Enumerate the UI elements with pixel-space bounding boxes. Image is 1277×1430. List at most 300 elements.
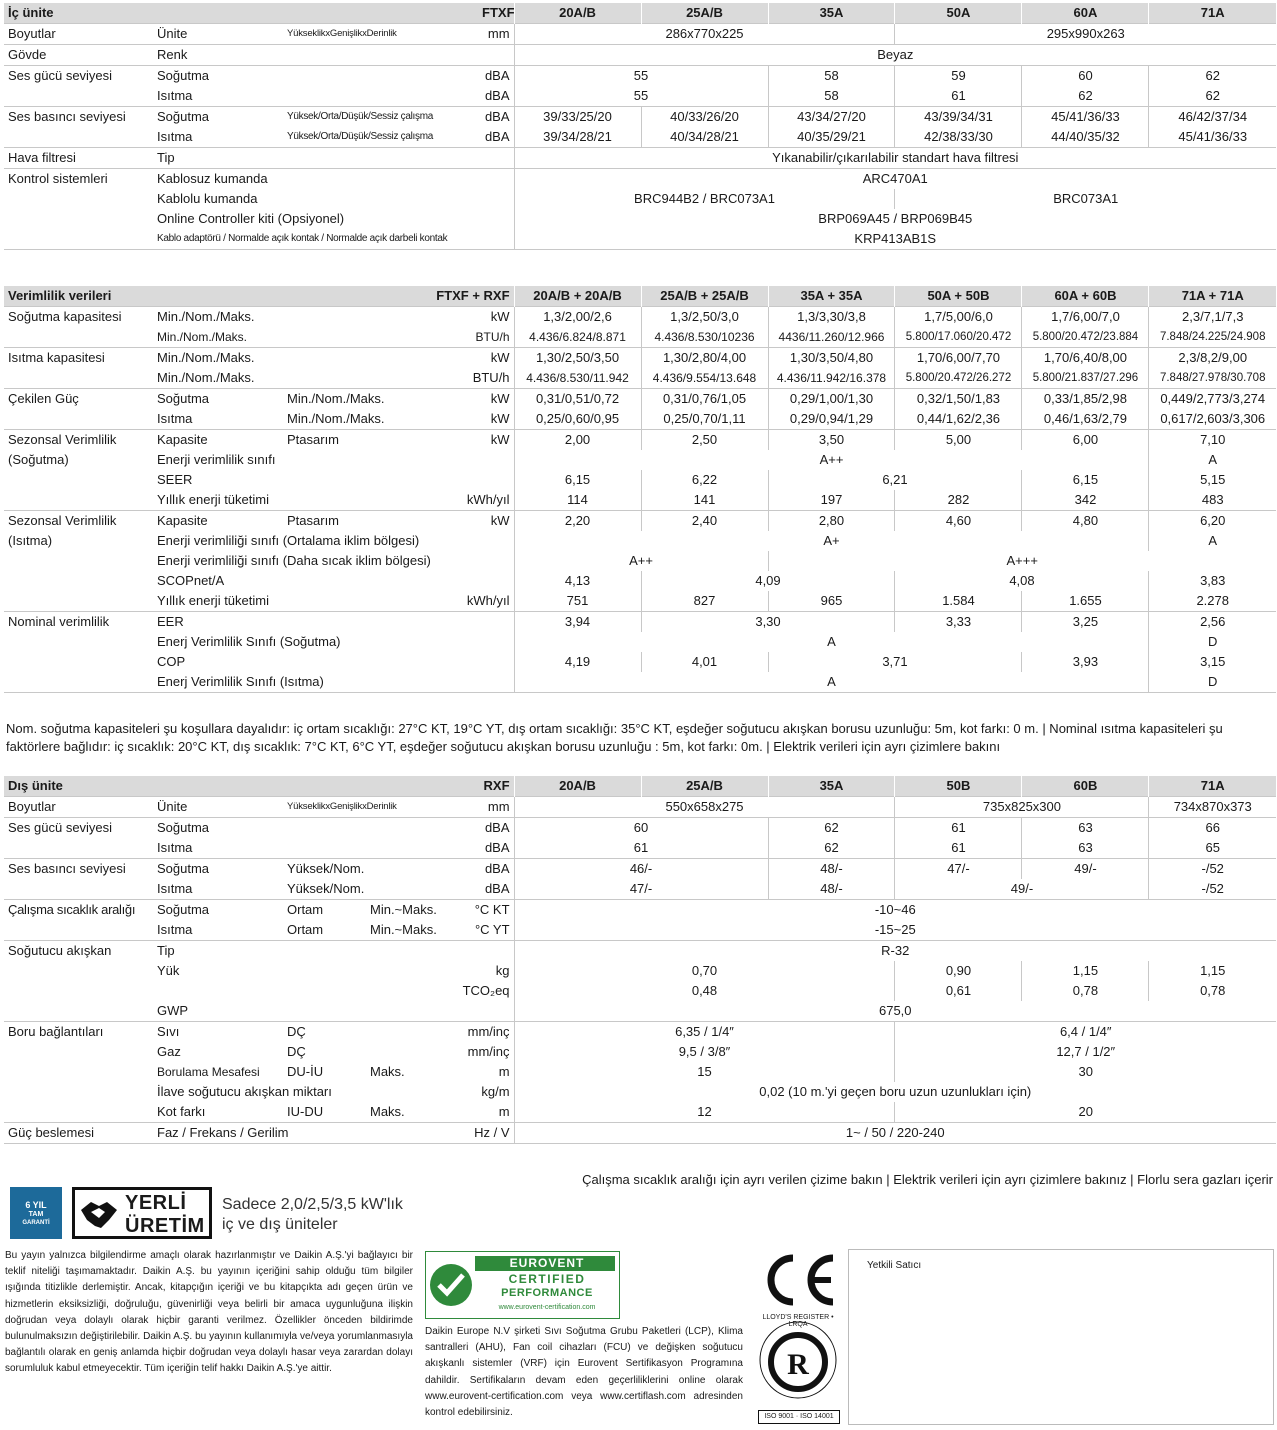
table-row: [4, 127, 1276, 148]
cell-value: 1~ / 50 / 220-240: [514, 1123, 1276, 1144]
row-label: Enerji verimliliği sınıfı (Daha sıcak iklim bölgesi): [157, 553, 431, 568]
cell-value: 2,3/7,1/7,3: [1149, 307, 1276, 328]
cell-value: 197: [768, 490, 895, 511]
row-sublabel: DU-İU: [287, 1064, 324, 1079]
unit: mm: [478, 24, 514, 45]
conditions-note: Nom. soğutma kapasiteleri şu koşullara dayalıdır: iç ortam sıcaklığı: 27°C KT, 19°C YT, dış ortam sıcaklığı: 35°C KT, eşdeğer soğutucu akışkan borusu uzunluğu: 5m, kot farkı: 0 m. | Nominal ısıtma kapasiteleri şu faktörlere bağlıdır: iç sıcaklık: 20°C KT, dış sıcaklık: 7°C KT, 6°C YT, eşdeğer soğutucu akışkan borusu uzunluğu : 5m, kot farkı: 0m. | Elektrik verileri için ayrı çizimlere bakını: [6, 721, 1223, 754]
group-label: Nominal verimlilik: [4, 612, 153, 633]
dealer-box: [848, 1249, 1274, 1425]
cell-value: 0,78: [1022, 981, 1149, 1001]
cell-value: 1,70/6,00/7,70: [895, 348, 1022, 369]
row-label: Gaz: [157, 1044, 181, 1059]
cell-value: 6,00: [1022, 430, 1149, 451]
cell-value: 4,09: [641, 571, 895, 591]
cell-value: 0,46/1,63/2,79: [1022, 409, 1149, 430]
col-header: 50A: [895, 3, 1022, 24]
cell-value: 6,21: [768, 470, 1022, 490]
group-label: Boru bağlantıları: [4, 1022, 153, 1043]
efficiency-model-text: FTXF + RXF: [436, 288, 510, 303]
row-label: Kablosuz kumanda: [153, 169, 478, 190]
table-row: [4, 389, 1276, 410]
row-label: Ünite: [153, 24, 283, 45]
table-row: [4, 961, 1276, 981]
table-row: [4, 169, 1276, 190]
cell-value: KRP413AB1S: [514, 229, 1276, 250]
cell-value: A++: [514, 450, 1149, 470]
row-label: Isıtma: [157, 129, 193, 144]
cell-value: 3,30: [641, 612, 895, 633]
group-label: Soğutucu akışkan: [4, 941, 153, 962]
col-header: 20A/B: [514, 776, 641, 797]
cell-value: 1.655: [1022, 591, 1149, 612]
row-sublabel: Maks.: [370, 1064, 405, 1079]
col-header: 50A + 50B: [895, 286, 1022, 307]
cell-value: 47/-: [895, 859, 1022, 880]
row-sublabel: Min.~Maks.: [370, 922, 437, 937]
cell-value: Yıkanabilir/çıkarılabilir standart hava filtresi: [514, 148, 1276, 169]
cell-value: 4,13: [514, 571, 641, 591]
cell-value: 1,70/6,40/8,00: [1022, 348, 1149, 369]
cell-value: 44/40/35/32: [1022, 127, 1149, 148]
cell-value: 0,70: [514, 961, 895, 981]
cell-value: 751: [514, 591, 641, 612]
row-label: COP: [157, 654, 186, 669]
group-label: Kontrol sistemleri: [4, 169, 153, 190]
cell-value: 0,32/1,50/1,83: [895, 389, 1022, 410]
unit: [472, 368, 514, 389]
table-row: [4, 430, 1276, 451]
indoor-model: FTXF: [478, 3, 514, 24]
legal-disclaimer: Bu yayın yalnızca bilgilendirme amaçlı olarak hazırlanmıştır ve Daikin A.Ş.'yi bağlayıcı bir teklif niteliği taşımamaktadır. Daikin A.Ş. bu yayının içeriğini sahip olduğu tüm bilgiler ışığında titizlikle derlemiştir. Ancak, kitapçığın içeriği ve bu kitapçıkta adı geçen ürün ve hizmetlerin eksiksizliği, doğruluğu, güvenirliği veya belirli bir amaca uygunluğuna ilişkin doğrudan veya dolaylı olarak hiçbir garanti verilmez. Özellikler önceden bildirimde bulunulmaksızın değiştirilebilir. Daikin A.Ş. bu yayının kullanımıyla ve/veya yorumlanmasıyla bağlantılı olarak en geniş anlamda hiçbir doğrudan veya dolaylı hasar veya zarardan dolayı sorumluluk kabul etmeyecektir. Tüm içeriğin telif hakkı Daikin A.Ş.'ye aittir.: [5, 1250, 413, 1375]
row-label: Kapasite: [153, 511, 283, 532]
unit-text: BTU/h: [472, 370, 510, 385]
row-label: Soğutma: [153, 900, 283, 921]
unit: dBA: [484, 840, 510, 855]
row-label: Isıtma: [157, 881, 193, 896]
row-label: Soğutma: [153, 107, 283, 128]
unit: dBA: [484, 881, 510, 896]
cell-value: 47/-: [514, 879, 768, 900]
row-label: Min./Nom./Maks.: [153, 307, 283, 328]
group-label: Ses gücü seviyesi: [4, 66, 153, 87]
cell-value: 48/-: [768, 859, 895, 880]
cell-value: 2,56: [1149, 612, 1276, 633]
table-row: [4, 209, 1276, 229]
cell-value: -/52: [1149, 859, 1276, 880]
unit: kg/m: [481, 1084, 510, 1099]
table-row: [4, 632, 1276, 652]
handshake-icon: [79, 1196, 119, 1234]
table-row: [4, 66, 1276, 87]
outdoor-title: Dış ünite: [4, 776, 451, 797]
row-sublabel: Ortam: [283, 900, 366, 921]
cell-value: 4436/11.260/12.966: [768, 327, 895, 348]
unit: dBA: [451, 859, 514, 880]
cell-value: 46/42/37/34: [1149, 107, 1276, 128]
row-label: Isıtma: [157, 411, 193, 426]
group-label: Boyutlar: [4, 797, 153, 818]
cell-value: 1,3/3,30/3,8: [768, 307, 895, 328]
table-row: [4, 900, 1276, 921]
lloyd-ring-text: LLOYD'S REGISTER • LRQA: [762, 1314, 834, 1328]
group-label: Ses gücü seviyesi: [4, 818, 153, 839]
lrqa-seal-icon: [752, 1314, 844, 1409]
cell-value: 3,33: [895, 612, 1022, 633]
table-row: [4, 1082, 1276, 1102]
unit: kW: [478, 389, 514, 410]
cell-value: 49/-: [895, 879, 1149, 900]
cell-value: BRC944B2 / BRC073A1: [514, 189, 895, 209]
cell-value: 6,15: [514, 470, 641, 490]
cell-value: 12: [514, 1102, 895, 1123]
warranty-line: GARANTİ: [22, 1220, 50, 1226]
cell-value: 40/34/28/21: [641, 127, 768, 148]
cell-value: 4.436/6.824/8.871: [514, 327, 641, 348]
cell-value: 4.436/9.554/13.648: [641, 368, 768, 389]
cell-value: 62: [768, 838, 895, 859]
cell-value: A: [1149, 450, 1276, 470]
sadece-line: Sadece 2,0/2,5/3,5 kW'lık: [222, 1196, 403, 1213]
cell-value: 0,617/2,603/3,306: [1149, 409, 1276, 430]
table-row: [4, 1123, 1276, 1144]
col-header: 35A: [768, 776, 895, 797]
row-sublabel: Min.~Maks.: [366, 900, 451, 921]
row-sublabel: DÇ: [283, 1022, 366, 1043]
warranty-line: 6 YIL: [25, 1200, 47, 1210]
cell-value: 0,44/1,62/2,36: [895, 409, 1022, 430]
row-label: Sıvı: [153, 1022, 283, 1043]
unit: dBA: [478, 107, 514, 128]
cell-value: 6,15: [1022, 470, 1149, 490]
row-label: Enerji verimlilik sınıfı: [157, 452, 276, 467]
cell-value: 40/35/29/21: [768, 127, 895, 148]
table-row: [4, 1062, 1276, 1082]
row-sublabel: Yüksek/Orta/Düşük/Sessiz çalışma: [287, 131, 434, 142]
row-label: Soğutma: [153, 818, 283, 839]
group-label: Hava filtresi: [4, 148, 153, 169]
row-label: Borulama Mesafesi: [157, 1065, 260, 1079]
row-sublabel: Maks.: [370, 1104, 405, 1119]
row-sublabel: Yüksek/Nom.: [283, 859, 451, 880]
row-label: Ünite: [153, 797, 283, 818]
cell-value: 2,3/8,2/9,00: [1149, 348, 1276, 369]
row-label: Isıtma: [157, 840, 193, 855]
cell-value: 5,15: [1149, 470, 1276, 490]
cell-value: A+++: [768, 551, 1276, 571]
cell-value: 295x990x263: [895, 24, 1276, 45]
cell-value: 62: [1149, 86, 1276, 107]
table-row: [4, 797, 1276, 818]
yerli-line: YERLİ: [125, 1192, 187, 1214]
row-label: Enerj Verimlilik Sınıfı (Isıtma): [153, 672, 514, 693]
table-row: [4, 490, 1276, 511]
cell-value: 1,15: [1149, 961, 1276, 981]
unit: °C YT: [474, 922, 510, 937]
indoor-title: İç ünite: [4, 3, 478, 24]
cell-value: 1,7/5,00/6,0: [895, 307, 1022, 328]
cell-value: 63: [1022, 818, 1149, 839]
row-label: Kablo adaptörü / Normalde açık kontak / Normalde açık darbeli kontak: [153, 229, 514, 250]
col-header: 71A: [1149, 776, 1276, 797]
cell-value: 3,71: [768, 652, 1022, 672]
efficiency-title: Verimlilik verileri: [4, 286, 478, 307]
group-label: Çekilen Güç: [4, 389, 153, 410]
unit: kW: [490, 411, 510, 426]
row-sublabel: Yüksek/Nom.: [287, 881, 365, 896]
unit-text: BTU/h: [475, 330, 510, 344]
cell-value: 61: [895, 86, 1022, 107]
cell-value: BRP069A45 / BRP069B45: [514, 209, 1276, 229]
table-row: [4, 45, 1276, 66]
footer-note: Çalışma sıcaklık aralığı için ayrı verilen çizime bakın | Elektrik verileri için ayrı çizimlere bakınız | Florlu sera gazları içerir: [582, 1172, 1273, 1187]
row-label: Soğutma: [153, 389, 283, 410]
unit: kW: [478, 430, 514, 451]
row-label: Min./Nom./Maks.: [157, 330, 248, 344]
cell-value: 6,4 / 1/4″: [895, 1022, 1276, 1043]
efficiency-header-row: [4, 286, 1276, 307]
table-row: [4, 511, 1276, 532]
unit: dBA: [451, 818, 514, 839]
table-row: [4, 879, 1276, 900]
cell-value: -10~46: [514, 900, 1276, 921]
cell-value: 3,15: [1149, 652, 1276, 672]
col-header: 25A/B: [641, 3, 768, 24]
cell-value: 1,3/2,50/3,0: [641, 307, 768, 328]
row-label: Min./Nom./Maks.: [153, 348, 283, 369]
cell-value: 39/34/28/21: [514, 127, 641, 148]
cell-value: 965: [768, 591, 895, 612]
sadece-text: [222, 1195, 403, 1235]
table-row: [4, 652, 1276, 672]
cell-value: 0,02 (10 m.'yi geçen boru uzun uzunlukları için): [514, 1082, 1276, 1102]
cell-value: 4.436/11.942/16.378: [768, 368, 895, 389]
unit: kW: [478, 307, 514, 328]
col-header: 25A/B: [641, 776, 768, 797]
cell-value: D: [1149, 632, 1276, 652]
table-row: [4, 551, 1276, 571]
unit: m: [498, 1064, 510, 1079]
table-row: [4, 327, 1276, 348]
row-label: İlave soğutucu akışkan miktarı: [157, 1084, 332, 1099]
row-label: EER: [153, 612, 283, 633]
group-label: Soğutma kapasitesi: [4, 307, 153, 328]
cell-value: 63: [1022, 838, 1149, 859]
cell-value: 7,10: [1149, 430, 1276, 451]
table-row: [4, 920, 1276, 941]
cell-value: 4.436/8.530/11.942: [514, 368, 641, 389]
col-header: 25A/B + 25A/B: [641, 286, 768, 307]
eurovent-logo: [425, 1251, 620, 1319]
group-label: (Soğutma): [8, 452, 69, 467]
row-label: SEER: [157, 472, 193, 487]
cell-value: 4,60: [895, 511, 1022, 532]
cell-value: 1,30/2,80/4,00: [641, 348, 768, 369]
cell-value: 141: [641, 490, 768, 511]
cell-value: 4,01: [641, 652, 768, 672]
dealer-label: Yetkili Satıcı: [867, 1260, 922, 1271]
cell-value: 30: [895, 1062, 1276, 1082]
cell-value: 55: [514, 66, 768, 87]
uretim-line: ÜRETİM: [125, 1215, 205, 1237]
row-label: Yıllık enerji tüketimi: [157, 492, 269, 507]
cell-value: 6,20: [1149, 511, 1276, 532]
unit: mm/inç: [467, 1044, 510, 1059]
cell-value: D: [1149, 672, 1276, 693]
cell-value: 0,25/0,60/0,95: [514, 409, 641, 430]
indoor-spec-table: [4, 3, 1276, 250]
cell-value: 0,33/1,85/2,98: [1022, 389, 1149, 410]
eurovent-l1: EUROVENT: [509, 1256, 585, 1270]
cell-value: 2.278: [1149, 591, 1276, 612]
group-label: Ses basıncı seviyesi: [4, 107, 153, 128]
cell-value: 9,5 / 3/8″: [514, 1042, 895, 1062]
cell-value: 735x825x300: [895, 797, 1149, 818]
table-row: [4, 189, 1276, 209]
cell-value: 550x658x275: [514, 797, 895, 818]
unit: dBA: [478, 66, 514, 87]
cell-value: 39/33/25/20: [514, 107, 641, 128]
unit: mm/inç: [451, 1022, 514, 1043]
table-row: [4, 1001, 1276, 1022]
cell-value: 2,50: [641, 430, 768, 451]
svg-text:R: R: [787, 1348, 809, 1381]
ce-mark-icon: [757, 1250, 839, 1310]
cell-value: 12,7 / 1/2″: [895, 1042, 1276, 1062]
row-label: Min./Nom./Maks.: [157, 370, 255, 385]
cell-value: 0,61: [895, 981, 1022, 1001]
cell-value: 59: [895, 66, 1022, 87]
cell-value: 60: [514, 818, 768, 839]
indoor-header-row: [4, 3, 1276, 24]
row-label: Tip: [153, 941, 283, 962]
cell-value: 0,31/0,51/0,72: [514, 389, 641, 410]
cell-value: 49/-: [1022, 859, 1149, 880]
cell-value: 1,30/3,50/4,80: [768, 348, 895, 369]
cell-value: 114: [514, 490, 641, 511]
row-label: Renk: [153, 45, 283, 66]
col-header: 35A: [768, 3, 895, 24]
row-label: SCOPnet/A: [157, 573, 225, 588]
cell-value: 1,3/2,00/2,6: [514, 307, 641, 328]
table-row: [4, 1042, 1276, 1062]
row-label: Tip: [153, 148, 283, 169]
row-sublabel: IU-DU: [287, 1104, 324, 1119]
cell-value: 2,40: [641, 511, 768, 532]
group-label: Çalışma sıcaklık aralığı: [4, 900, 153, 921]
outdoor-header-row: [4, 776, 1276, 797]
cell-value: 5.800/17.060/20.472: [895, 327, 1022, 348]
warranty-line: TAM: [28, 1211, 44, 1218]
table-row: [4, 941, 1276, 962]
eurovent-l3: PERFORMANCE: [501, 1287, 593, 1299]
table-row: [4, 1102, 1276, 1123]
cell-value: 45/41/36/33: [1149, 127, 1276, 148]
row-label: Kablolu kumanda: [157, 191, 258, 206]
row-sublabel: DÇ: [287, 1044, 306, 1059]
cell-value: 0,449/2,773/3,274: [1149, 389, 1276, 410]
unit: Hz / V: [451, 1123, 514, 1144]
warranty-badge: [10, 1187, 62, 1239]
cell-value: 1,7/6,00/7,0: [1022, 307, 1149, 328]
row-label: Yük: [157, 963, 180, 978]
unit: [466, 591, 514, 612]
yerli-uretim-badge: [72, 1187, 212, 1239]
unit: m: [498, 1104, 510, 1119]
col-header: 71A + 71A: [1149, 286, 1276, 307]
cell-value: 5,00: [895, 430, 1022, 451]
cell-value: 675,0: [514, 1001, 1276, 1022]
cell-value: 1,30/2,50/3,50: [514, 348, 641, 369]
cell-value: Beyaz: [514, 45, 1276, 66]
row-label: GWP: [157, 1003, 189, 1018]
cell-value: 0,29/1,00/1,30: [768, 389, 895, 410]
unit: [466, 490, 514, 511]
yerli-uretim-text: [125, 1192, 205, 1238]
cell-value: 5.800/20.472/23.884: [1022, 327, 1149, 348]
row-sublabel: YükseklikxGenişlikxDerinlik: [283, 24, 478, 45]
col-header: 60A + 60B: [1022, 286, 1149, 307]
group-label: Güç beslemesi: [4, 1123, 153, 1144]
table-row: [4, 368, 1276, 389]
efficiency-spec-table: [4, 286, 1276, 693]
cell-value: 7.848/27.978/30.708: [1149, 368, 1276, 389]
cell-value: 20: [895, 1102, 1276, 1123]
cell-value: R-32: [514, 941, 1276, 962]
cell-value: A: [514, 632, 1149, 652]
cell-value: 0,31/0,76/1,05: [641, 389, 768, 410]
cell-value: 2,20: [514, 511, 641, 532]
group-label: Ses basıncı seviyesi: [4, 859, 153, 880]
unit: TCO₂eq: [462, 983, 510, 998]
row-sublabel: Ptasarım: [283, 511, 478, 532]
cell-value: 0,29/0,94/1,29: [768, 409, 895, 430]
outdoor-spec-table: [4, 776, 1276, 1144]
cell-value: 45/41/36/33: [1022, 107, 1149, 128]
row-sublabel: Ortam: [287, 922, 324, 937]
cell-value: 483: [1149, 490, 1276, 511]
unit: kW: [478, 348, 514, 369]
cell-value: 62: [1149, 66, 1276, 87]
cell-value: 3,50: [768, 430, 895, 451]
cell-value: 286x770x225: [514, 24, 895, 45]
group-label: Boyutlar: [4, 24, 153, 45]
efficiency-model: [436, 286, 514, 307]
table-row: [4, 86, 1276, 107]
cell-value: -/52: [1149, 879, 1276, 900]
cell-value: 60: [1022, 66, 1149, 87]
table-row: [4, 24, 1276, 45]
unit-text: kWh/yıl: [466, 593, 510, 608]
cell-value: 42/38/33/30: [895, 127, 1022, 148]
cell-value: 0,78: [1149, 981, 1276, 1001]
table-row: [4, 307, 1276, 328]
cell-value: 58: [768, 66, 895, 87]
cell-value: 5.800/20.472/26.272: [895, 368, 1022, 389]
cell-value: 43/34/27/20: [768, 107, 895, 128]
cell-value: 40/33/26/20: [641, 107, 768, 128]
table-row: [4, 818, 1276, 839]
cell-value: 0,48: [514, 981, 895, 1001]
table-row: [4, 838, 1276, 859]
row-sublabel: YükseklikxGenişlikxDerinlik: [283, 797, 451, 818]
eurovent-description: Daikin Europe N.V şirketi Sıvı Soğutma Grubu Paketleri (LCP), Klima santralleri (AHU), Fan coil cihazları (FCU) ve değişken soğutucu akışkanlı sistemler (VRF) için Eurovent Sertifikasyon Programına dahildir. Sertifikaların devam eden geçerliliklerini online olarak www.eurovent-certification.com veya www.certiflash.com adresinden kontrol edebilirsiniz.: [425, 1326, 743, 1419]
cell-value: 3,93: [1022, 652, 1149, 672]
group-label: Sezonsal Verimlilik: [4, 511, 153, 532]
table-row: [4, 470, 1276, 490]
group-label: Isıtma kapasitesi: [4, 348, 153, 369]
unit: kW: [478, 511, 514, 532]
group-label: (Isıtma): [8, 533, 53, 548]
